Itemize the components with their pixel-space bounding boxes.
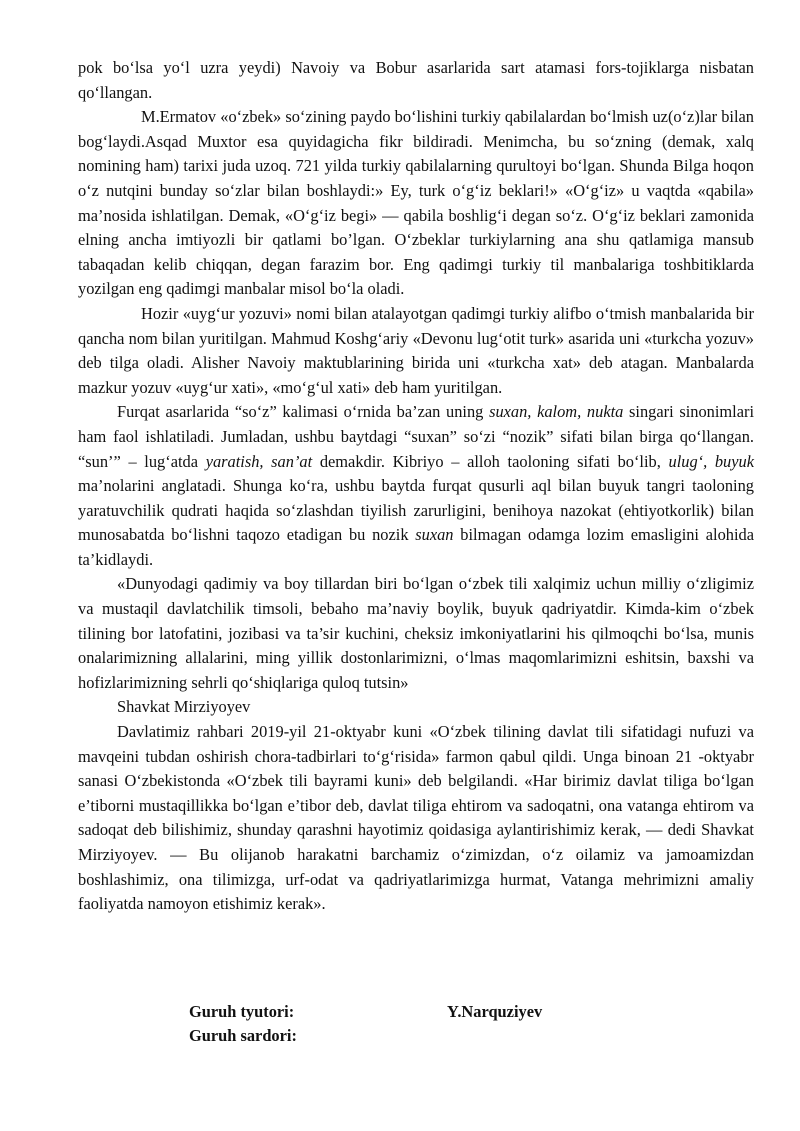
signature-tutor-row (189, 1000, 669, 1025)
paragraph-decree: Davlatimiz rahbari 2019-yil 21-oktyabr kuni «O‘zbek tilining davlat tili sifatidagi nufuzi va mavqeini tubdan oshirish chora-tadbirlari to‘g‘risida» farmon qabul qildi. Unga binoan 21 -oktyabr sanasi O‘zbekistonda «O‘zbek tili bayrami kuni» deb belgilandi. «Har birimiz davlat tiliga bo‘lgan e’tiborni mustaqillikka bo‘lgan e’tibor deb, davlat tiliga ehtirom va sadoqatni, ona vatanga ehtirom va sadoqat deb bilishimiz, shunday qarashni hayotimiz qoidasiga aylantirishimiz kerak, — dedi Shavkat Mirziyoyev. — Bu olijanob harakatni barchamiz o‘zimizdan, o‘z oilamiz va jamoamizdan boshlashimiz, ona tilimizga, urf-odat va qadriyatlarimizga hurmat, Vatanga mehrimizni amaliy faoliyatda namoyon etishimiz kerak». (78, 722, 754, 914)
furqat-italic-2: yaratish, san’at (205, 451, 313, 471)
paragraph-sart-term: pok bo‘lsa yo‘l uzra yeydi) Navoiy va Bobur asarlarida sart atamasi fors-tojiklarga nisbatan qo‘llangan. (78, 58, 754, 102)
signature-leader-row (189, 1024, 669, 1049)
leader-label: Guruh sardori: (189, 1026, 297, 1045)
furqat-text-2: singari sinonimlari ham faol ishlatiladi. Jumladan, ushbu baytdagi “suxan” so‘zi “nozik” sifati bilan birga qo‘llangan. “sun’” – lug‘atda (78, 402, 755, 471)
paragraph-uzbek-origin: M.Ermatov «o‘zbek» so‘zining paydo bo‘lishini turkiy qabilalardan bo‘lmish uz(o‘z)lar bilan bog‘laydi.Asqad Muxtor esa quyidagicha fikr bildiradi. Menimcha, bu so‘zning (demak, xalq nomining ham) tarixi juda uzoq. 721 yilda turkiy qabilalarning qurultoyi bo‘lgan. Shunda Bilga hoqon o‘z nutqini bunday so‘zlar bilan boshlaydi:» Ey, turk o‘g‘iz beklari!» «O‘g‘iz» u vaqtda «qabila» ma’nosida ishlatilgan. Demak, «O‘g‘iz begi» — qabila boshlig‘i degan so‘z. O‘g‘iz beklari zamonida elning ancha imtiyozli bir qatlami bo’lgan. O‘zbeklar turkiylarning ana shu qatlamiga mansub tabaqadan kelib chiqqan, degan farazim bor. Eng qadimgi turkiy til manbalariga toshbitiklarda yozilgan eng qadimgi manbalar misol bo‘la oladi. (78, 107, 754, 299)
furqat-text-3: demakdir. Kibriyo – alloh taoloning sifati bo‘lib, (312, 451, 669, 471)
tutor-label: Guruh tyutori: (189, 1002, 295, 1021)
paragraph-quote: «Dunyodagi qadimiy va boy tillardan biri bo‘lgan o‘zbek tili xalqimiz uchun milliy o‘zligimiz va mustaqil davlatchilik timsoli, bebaho ma’naviy boylik, buyuk qadriyatdir. Kimda-kim o‘zbek tilining bor latofatini, jozibasi va ta’sir kuchini, cheksiz imkoniyatlarini his qilmoqchi bo‘lsa, munis onalarimizning allalarini, ming yillik dostonlarimizni, o‘lmas maqomlarimizni eshitsin, baxshi va hofizlarimizning sehrli qo‘shiqlariga quloq tutsin» (78, 574, 754, 692)
furqat-text-5: bilmagan odamga lozim emasligini alohida ta’kidlaydi. (78, 525, 754, 569)
furqat-italic-3: ulug‘, buyuk (668, 451, 755, 471)
furqat-text-4: ma’nolarini anglatadi. Shunga ko‘ra, ushbu baytda furqat qusurli aql bilan buyuk tangri taoloning yaratuvchilik qudrati haqida so‘zlashdan tiyilish zarurligini, benihoya nazokat (ehtiyotkorlik) bilan munosabatda bo‘lishni taqozo etadigan bu nozik (78, 476, 754, 545)
quote-author: Shavkat Mirziyoyev (117, 697, 251, 717)
paragraph-uyghur-script: Hozir «uyg‘ur yozuvi» nomi bilan atalayotgan qadimgi turkiy alifbo o‘tmish manbalarida bir qancha nom bilan yuritilgan. Mahmud Koshg‘ariy «Devonu lug‘otit turk» asarida uni «turkcha yozuv» deb tilga oladi. Alisher Navoiy maktublarining birida uni «turkcha xat» deb atagan. Manbalarda mazkur yozuv «uyg‘ur xati», «mo‘g‘ul xati» deb ham yuritilgan. (78, 303, 754, 397)
paragraph-furqat (78, 400, 754, 572)
furqat-italic-1: suxan, kalom, nukta (489, 402, 624, 422)
tutor-name: Y.Narquziyev (447, 1002, 543, 1021)
furqat-italic-4: suxan (415, 525, 454, 545)
furqat-text-1: Furqat asarlarida “so‘z” kalimasi o‘rnida ba’zan uning (117, 402, 490, 422)
document-body (78, 56, 754, 917)
